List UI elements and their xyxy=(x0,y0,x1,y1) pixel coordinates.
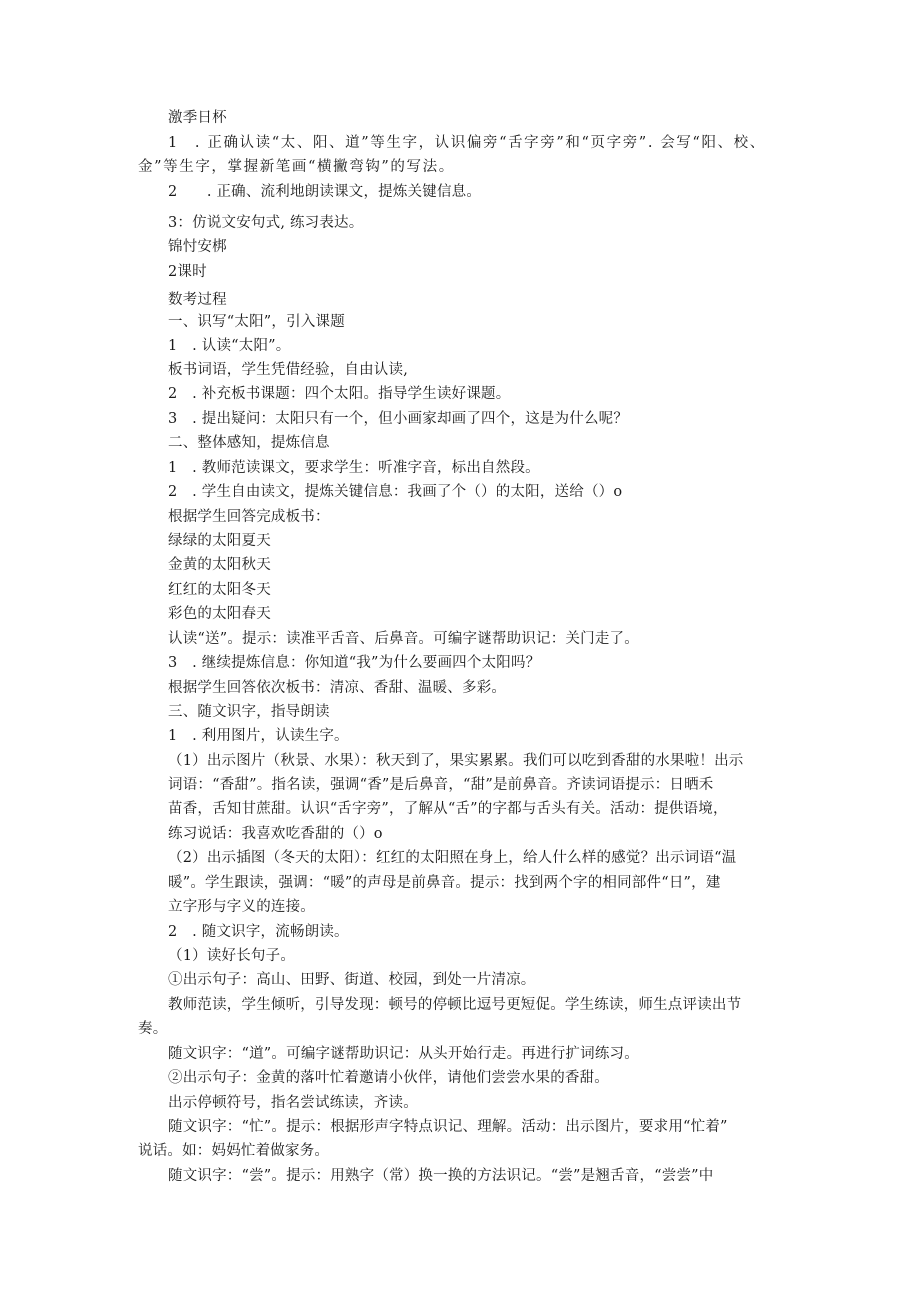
body-line: （1）出示图片（秋景、水果）：秋天到了，果实累累。我们可以吃到香甜的水果啦！出示 xyxy=(168,753,744,769)
body-line: 3 . 提出疑问：太阳只有一个，但小画家却画了四个，这是为什么呢？ xyxy=(168,411,629,427)
body-line: （2）出示插图（冬天的太阳）：红红的太阳照在身上，给人什么样的感觉？出示词语“温 xyxy=(168,850,737,866)
goal-line-2: 金”等生字，掌握新笔画“横撇弯钩”的写法。 xyxy=(138,159,455,175)
doc-title: 激季日杯 xyxy=(168,110,227,126)
body-line: ②出示句子：金黄的落叶忙着邀请小伙伴，请他们尝尝水果的香甜。 xyxy=(168,1070,609,1086)
body-line: 立字形与字义的连接。 xyxy=(168,899,315,915)
body-line: 2 . 补充板书课题：四个太阳。指导学生读好课题。 xyxy=(168,386,511,402)
schedule-heading: 锦忖安梆 xyxy=(168,239,227,255)
body-line: 苗香，舌知甘蔗甜。认识“舌字旁”，了解从“舌”的字都与舌头有关。活动：提供语境， xyxy=(168,801,728,817)
body-line: 2 . 学生自由读文，提炼关键信息：我画了个（）的太阳，送给（）o xyxy=(168,484,623,500)
board-line: 绿绿的太阳夏天 xyxy=(168,533,271,549)
body-line: 3 . 继续提炼信息：你知道“我”为什么要画四个太阳吗？ xyxy=(168,655,541,671)
goal-line-1: 1 . 正确认读“太、阳、道”等生字，认识偏旁“舌字旁”和“页字旁”. 会写“阳、校、 xyxy=(168,135,766,151)
body-line: 根据学生回答完成板书： xyxy=(168,509,330,525)
board-line: 红红的太阳冬天 xyxy=(168,582,271,598)
body-line: ①出示句子：高山、田野、街道、校园，到处一片清凉。 xyxy=(168,972,536,988)
body-line: 出示停顿符号，指名尝试练读，齐读。 xyxy=(168,1095,418,1111)
body-line: 2 . 随文识字，流畅朗读。 xyxy=(168,924,349,940)
body-line: 随文识字：“忙”。提示：根据形声字特点识记、理解。活动：出示图片，要求用“忙着” xyxy=(168,1119,728,1135)
board-line: 金黄的太阳秋天 xyxy=(168,557,271,573)
schedule-value: 2课时 xyxy=(168,264,207,280)
body-line: 根据学生回答依次板书：清凉、香甜、温暖、多彩。 xyxy=(168,680,507,696)
body-line: 练习说话：我喜欢吃香甜的（）o xyxy=(168,826,383,842)
body-line: 1 . 认读“太阳”。 xyxy=(168,338,291,354)
body-line: 随文识字：“尝”。提示：用熟字（常）换一换的方法识记。“尝”是翘舌音，“尝尝”中 xyxy=(168,1168,714,1184)
body-line: 教师范读，学生倾听，引导发现：顿号的停顿比逗号更短促。学生练读，师生点评读出节 xyxy=(168,997,742,1013)
section-heading: 二、整体感知，提炼信息 xyxy=(168,435,330,451)
process-heading: 数考过程 xyxy=(168,292,227,308)
board-line: 彩色的太阳春天 xyxy=(168,606,271,622)
body-line: 认读“送”。提示：读准平舌音、后鼻音。可编字谜帮助识记：关门走了。 xyxy=(168,631,639,647)
body-line: 1 . 教师范读课文，要求学生：听准字音，标出自然段。 xyxy=(168,460,540,476)
body-line: 随文识字：“道”。可编字谜帮助识记：从头开始行走。再进行扩词练习。 xyxy=(168,1046,639,1062)
section-heading: 一、识写“太阳”，引入课题 xyxy=(168,314,345,330)
goal-line-4: 3：仿说文安句式, 练习表达。 xyxy=(168,215,364,231)
section-heading: 三、随文识字，指导朗读 xyxy=(168,704,330,720)
body-line: 暖”。学生跟读，强调：“暖”的声母是前鼻音。提示：找到两个字的相同部件“日”，建 xyxy=(168,875,721,891)
body-line: 奏。 xyxy=(138,1021,168,1037)
body-line: 说话。如：妈妈忙着做家务。 xyxy=(138,1143,330,1159)
goal-line-3: 2 . 正确、流利地朗读课文，提炼关键信息。 xyxy=(168,184,482,200)
body-line: （1）读好长句子。 xyxy=(168,948,296,964)
body-line: 词语：“香甜”。指名读，强调“香”是后鼻音，“甜”是前鼻音。齐读词语提示：日晒禾 xyxy=(168,777,714,793)
body-line: 1 . 利用图片，认读生字。 xyxy=(168,728,349,744)
body-line: 板书词语，学生凭借经验，自由认读, xyxy=(168,362,409,378)
